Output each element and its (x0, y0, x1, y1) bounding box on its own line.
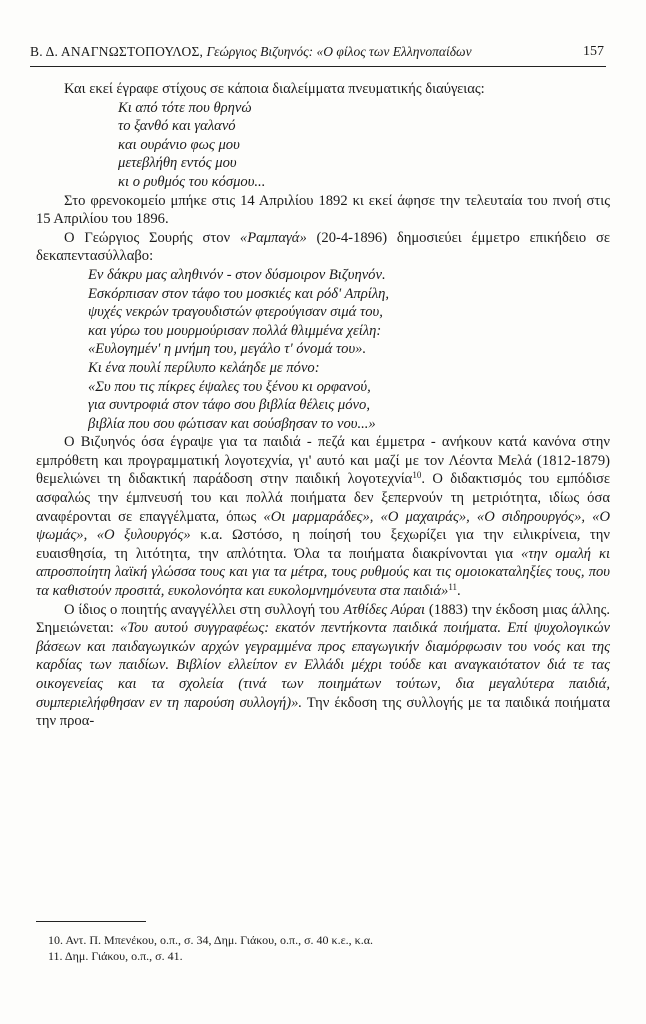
poem-1-line: μετεβλήθη εντός μου (118, 155, 237, 172)
paragraph-1: Και εκεί έγραφε στίχους σε κάποια διαλείμματα πνευματικής διαύγειας: (64, 81, 485, 97)
paragraph-5-quote: «Του αυτού συγγραφέως: εκατόν πεντήκοντα παιδικά ποιήματα. Επί ψυχολογικών βάσεων και παιδαγωγικών αρχών γεγραμμένα προς επαγωγικήν διαμόρφωσιν του νοός και της καρδίας των παιδίων. Βιβλίον ελλείπον εν Ελλάδι μέχρι τούδε και αναγκαιότατον διά τε τας οικογενείας και τα σχολεία (τινά των ποιημάτων τούτων, δια μεγαλύτερα παιδιά, συμπεριελήφθησαν εν τη παρούση συλλογή)». (36, 620, 610, 711)
poem-2-line: Εν δάκρυ μας αληθινόν - στον δύσμοιρον Βιζυηνόν. (88, 266, 386, 283)
page-number: 157 (583, 44, 604, 59)
poem-2-line: Κι ένα πουλί περίλυπο κελάηδε με πόνο: (88, 359, 320, 376)
poem-1-line: και ουράνιο φως μου (118, 136, 240, 153)
poem-2-line: Εσκόρπισαν στον τάφο του μοσκιές και ρόδ' Απρίλη, (88, 285, 390, 302)
poem-2-line: «Ευλογημέν' η μνήμη του, μεγάλο τ' όνομά του». (88, 341, 367, 358)
paragraph-5-text: (1883) την έκδοση μιας άλλης. Σημειώνεται: (36, 601, 611, 637)
paragraph-4-quote: «την ομαλή κι απροσποίητη λαϊκή γλώσσα τους και για τα μέτρα, τους ρυθμούς και τις ομοιοκαταληξίες τους, που τα καθιστούν προσιτά, ευκολονόητα και ευκολομνημόνευτα στα παιδιά» (36, 545, 611, 600)
footnotes (36, 932, 596, 964)
footnote-rule (36, 921, 146, 922)
footnote-11: 11. Δημ. Γιάκου, ο.π., σ. 41. (48, 949, 183, 963)
footnote-ref-11: 11 (448, 582, 458, 593)
poem-2-line: ψυχές νεκρών τραγουδιστών φτερούγισαν σιμά του, (88, 304, 383, 321)
paragraph-5-book-title: Ατθίδες Αύραι (343, 601, 426, 618)
paragraph-4-text: . Ο διδακτισμός του εμπόδισε ασφαλώς την έμπνευσή του και πολλά ποιήματα δεν ξεπερνούν τη μετριότητα, ιδίως όσα αναφέρονται σε επαγγέλματα, όπως (36, 471, 610, 525)
poem-2-line: «Συ που τις πίκρες έψαλες του ξένου κι ορφανού, (88, 378, 371, 395)
paragraph-3 (36, 229, 610, 266)
poem-1 (36, 99, 610, 192)
footnote-ref-10: 10 (412, 470, 422, 481)
paragraph-3-text: Ο Γεώργιος Σουρής στον (64, 229, 240, 246)
header-author: Β. Δ. ΑΝΑΓΝΩΣΤΟΠΟΥΛΟΣ, (30, 44, 204, 59)
footnote-10: 10. Αντ. Π. Μπενέκου, ο.π., σ. 34, Δημ. Γιάκου, ο.π., σ. 40 κ.ε., κ.α. (48, 933, 373, 947)
poem-2-line: βιβλία που σου φώτισαν και σούσβησαν το νου...» (88, 415, 376, 432)
poem-2-line: για συντροφιά στον τάφο σου βιβλία θέλεις μόνο, (88, 397, 370, 414)
paragraph-4 (36, 433, 610, 600)
paragraph-3-text: (20-4-1896) δημοσιεύει έμμετρο επικήδειο σε δεκαπεντασύλλαβο: (36, 229, 610, 265)
paragraph-5 (36, 601, 610, 731)
paragraph-5-text: Την έκδοση της συλλογής με τα παιδικά ποιήματα την προα- (36, 694, 610, 730)
paragraph-4-text: κ.α. Ωστόσο, η ποίησή του ξεχωρίζει για την ειλικρίνεια, την ευαισθησία, τη λιτότητα, την απλότητα. Όλα τα ποιήματα διακρίνονται για (36, 527, 610, 562)
paragraph-4-text: . (457, 583, 461, 600)
poem-1-line: κι ο ρυθμός του κόσμου... (118, 173, 266, 190)
paragraph-5-text: Ο ίδιος ο ποιητής αναγγέλλει στη συλλογή του (64, 601, 344, 618)
paragraph-4-italic: «Οι μαρμαράδες», «Ο μαχαιράς», «Ο σιδηρουργός», «Ο ψωμάς», «Ο ξυλουργός» (36, 508, 610, 544)
paragraph-3-italic: «Ραμπαγά» (239, 229, 307, 246)
page-body (36, 80, 610, 731)
poem-2-line: και γύρω του μουρμούρισαν πολλά θλιμμένα χείλη: (88, 322, 382, 339)
paragraph-4-text: Ο Βιζυηνός όσα έγραψε για τα παιδιά - πεζά και έμμετρα - ανήκουν κατά κανόνα στην εμπρόθετη και προγραμματική λογοτεχνία, γι' αυτό και μαζί με τον Λέοντα Μελά (1812-1879) θεμελιώνει τη διδακτική παράδοση στην παιδική λογοτεχνία (36, 434, 610, 488)
poem-1-line: το ξανθό και γαλανό (118, 118, 236, 135)
header-title: Γεώργιος Βιζυηνός: «Ο φίλος των Ελληνοπαίδων (206, 44, 472, 59)
running-header (30, 42, 606, 67)
poem-2 (36, 266, 610, 433)
poem-1-line: Κι από τότε που θρηνώ (118, 99, 252, 116)
paragraph-2: Στο φρενοκομείο μπήκε στις 14 Απριλίου 1892 κι εκεί άφησε την τελευταία του πνοή στις 15 Απριλίου του 1896. (36, 192, 610, 228)
